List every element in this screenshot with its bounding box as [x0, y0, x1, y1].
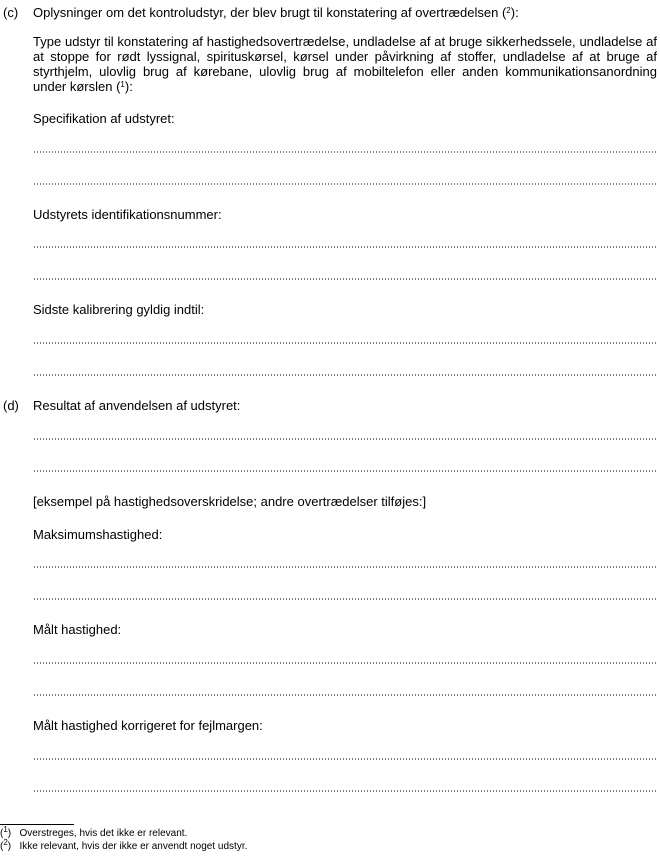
- field-label-equipment-spec: Specifikation af udstyret:: [33, 111, 175, 126]
- fill-line[interactable]: [33, 694, 657, 696]
- field-label-equipment-id: Udstyrets identifikationsnummer:: [33, 207, 222, 222]
- footnote-ref-1: 1: [120, 80, 125, 89]
- footnote-1: ($^1$) Overstreges, hvis det ikke er relevant.: [0, 825, 188, 839]
- equipment-type-paragraph: [33, 34, 657, 94]
- fill-line[interactable]: [33, 438, 657, 440]
- fill-line[interactable]: [33, 151, 657, 153]
- section-c-heading-text: Oplysninger om det kontroludstyr, der blev brugt til konstatering af overtrædelsen (: [33, 5, 507, 20]
- footnote-2: ($^2$) Ikke relevant, hvis der ikke er anvendt noget udstyr.: [0, 838, 248, 852]
- field-label-calibration: Sidste kalibrering gyldig indtil:: [33, 302, 205, 317]
- footnote-ref-2: 2: [506, 6, 511, 15]
- fill-line[interactable]: [33, 790, 657, 792]
- fill-line[interactable]: [33, 342, 657, 344]
- fill-line[interactable]: [33, 278, 657, 280]
- section-d-letter: (d): [3, 398, 19, 413]
- section-c-heading: [33, 5, 519, 20]
- footnote-2-ref: 2: [3, 838, 8, 847]
- fill-line[interactable]: [33, 566, 657, 568]
- footnote-1-ref: 1: [3, 825, 8, 834]
- fill-line[interactable]: [33, 246, 657, 248]
- fill-line[interactable]: [33, 758, 657, 760]
- field-label-measured-speed: Målt hastighed:: [33, 622, 122, 637]
- field-label-corrected-speed: Målt hastighed korrigeret for fejlmargen:: [33, 718, 263, 733]
- footnote-separator: [0, 824, 74, 825]
- fill-line[interactable]: [33, 598, 657, 600]
- footnote-2-text: Ikke relevant, hvis der ikke er anvendt noget udstyr.: [19, 841, 248, 852]
- example-note: [eksempel på hastighedsoverskridelse; andre overtrædelser tilføjes:]: [33, 494, 427, 509]
- field-label-max-speed: Maksimumshastighed:: [33, 527, 163, 542]
- section-d-heading: Resultat af anvendelsen af udstyret:: [33, 398, 241, 413]
- fill-line[interactable]: [33, 662, 657, 664]
- fill-line[interactable]: [33, 374, 657, 376]
- section-c-letter: (c): [3, 5, 19, 20]
- equipment-type-text-end: ):: [124, 79, 133, 94]
- fill-line[interactable]: [33, 183, 657, 185]
- section-c-heading-end: ):: [510, 5, 519, 20]
- fill-line[interactable]: [33, 470, 657, 472]
- equipment-type-text: Type udstyr til konstatering af hastighedsovertrædelse, undladelse af at bruge sikkerhedssele, undladelse af at stoppe for rødt lyssignal, spirituskørsel, kørsel under påvirkning af stoffer, undladelse af at bruge af styrthjelm, ulovlig brug af kørebane, ulovlig brug af mobiltelefon eller anden kommunikationsanordning under kørslen (: [33, 34, 657, 94]
- footnote-1-text: Overstreges, hvis det ikke er relevant.: [19, 828, 188, 839]
